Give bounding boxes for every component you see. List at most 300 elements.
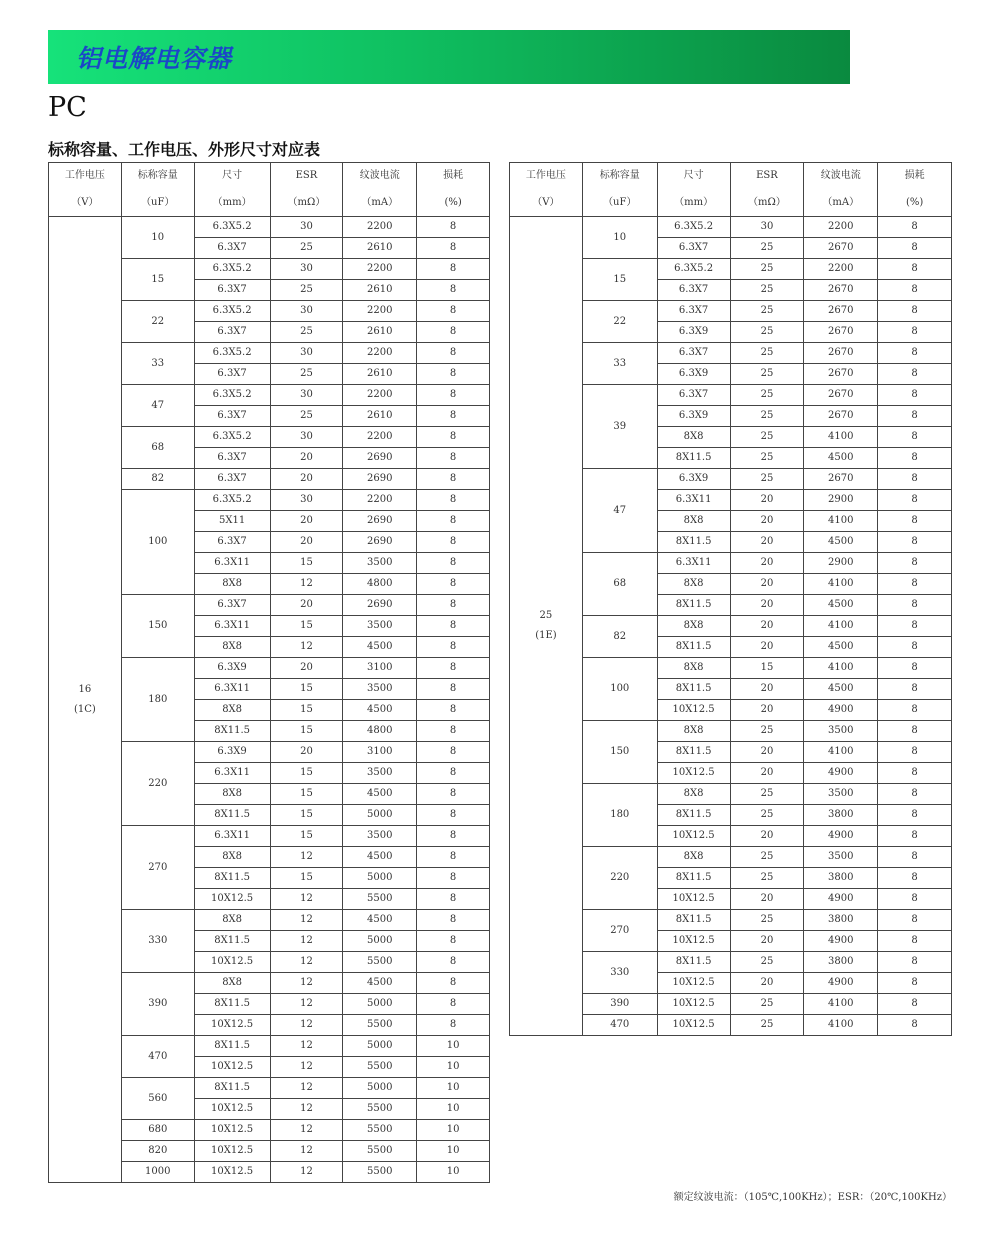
loss-cell: 8: [878, 259, 952, 280]
esr-cell: 15: [270, 805, 343, 826]
size-cell: 6.3X5.2: [194, 259, 270, 280]
size-cell: 6.3X7: [194, 532, 270, 553]
loss-cell: 8: [878, 616, 952, 637]
capacitance-cell: 560: [121, 1078, 194, 1120]
header-capacitance: 标称容量: [121, 163, 194, 190]
esr-cell: 25: [730, 238, 804, 259]
esr-cell: 12: [270, 889, 343, 910]
ripple-current-cell: 5500: [343, 1120, 417, 1141]
esr-cell: 20: [730, 574, 804, 595]
esr-cell: 12: [270, 574, 343, 595]
esr-cell: 20: [730, 931, 804, 952]
ripple-current-cell: 5500: [343, 1099, 417, 1120]
size-cell: 10X12.5: [657, 1015, 730, 1036]
loss-cell: 8: [878, 1015, 952, 1036]
loss-cell: 8: [878, 448, 952, 469]
loss-cell: 8: [878, 427, 952, 448]
header-row: [510, 190, 952, 217]
loss-cell: 8: [878, 490, 952, 511]
loss-cell: 8: [417, 238, 490, 259]
ripple-current-cell: 4500: [804, 448, 878, 469]
size-cell: 6.3X7: [194, 364, 270, 385]
ripple-current-cell: 3800: [804, 805, 878, 826]
loss-cell: 8: [417, 1015, 490, 1036]
ripple-current-cell: 4500: [343, 847, 417, 868]
esr-cell: 25: [730, 469, 804, 490]
ripple-current-cell: 2900: [804, 553, 878, 574]
size-cell: 6.3X9: [657, 322, 730, 343]
esr-cell: 25: [270, 406, 343, 427]
ripple-current-cell: 2200: [804, 217, 878, 238]
header-size: 尺寸: [194, 163, 270, 190]
size-cell: 5X11: [194, 511, 270, 532]
header-row: [510, 163, 952, 190]
esr-cell: 15: [270, 616, 343, 637]
esr-cell: 20: [730, 889, 804, 910]
loss-cell: 8: [417, 889, 490, 910]
loss-cell: 8: [417, 217, 490, 238]
esr-cell: 20: [730, 742, 804, 763]
loss-cell: 8: [417, 364, 490, 385]
esr-cell: 25: [270, 364, 343, 385]
esr-cell: 20: [730, 973, 804, 994]
esr-cell: 12: [270, 1162, 343, 1183]
ripple-current-cell: 4100: [804, 616, 878, 637]
loss-cell: 8: [878, 679, 952, 700]
size-cell: 8X8: [657, 427, 730, 448]
loss-cell: 8: [417, 280, 490, 301]
ripple-current-cell: 2670: [804, 322, 878, 343]
size-cell: 8X11.5: [194, 868, 270, 889]
esr-cell: 25: [270, 280, 343, 301]
esr-cell: 15: [270, 721, 343, 742]
loss-cell: 10: [417, 1120, 490, 1141]
size-cell: 10X12.5: [194, 889, 270, 910]
capacitance-cell: 470: [582, 1015, 657, 1036]
esr-cell: 20: [270, 658, 343, 679]
loss-cell: 8: [417, 826, 490, 847]
esr-cell: 20: [730, 595, 804, 616]
size-cell: 8X11.5: [657, 532, 730, 553]
size-cell: 8X11.5: [657, 868, 730, 889]
esr-cell: 30: [270, 217, 343, 238]
size-cell: 10X12.5: [194, 1099, 270, 1120]
capacitance-cell: 470: [121, 1036, 194, 1078]
ripple-current-cell: 3100: [343, 742, 417, 763]
ripple-current-cell: 3500: [804, 847, 878, 868]
ripple-current-cell: 2670: [804, 301, 878, 322]
size-cell: 10X12.5: [657, 931, 730, 952]
size-cell: 6.3X5.2: [194, 301, 270, 322]
header-esr-unit: （mΩ）: [270, 190, 343, 217]
size-cell: 8X11.5: [194, 1078, 270, 1099]
ripple-current-cell: 5000: [343, 931, 417, 952]
loss-cell: 8: [878, 469, 952, 490]
esr-cell: 25: [730, 364, 804, 385]
loss-cell: 8: [878, 217, 952, 238]
loss-cell: 8: [878, 595, 952, 616]
loss-cell: 8: [878, 238, 952, 259]
esr-cell: 20: [730, 553, 804, 574]
size-cell: 10X12.5: [194, 1057, 270, 1078]
capacitance-cell: 270: [121, 826, 194, 910]
ripple-current-cell: 5500: [343, 952, 417, 973]
esr-cell: 20: [270, 742, 343, 763]
size-cell: 8X8: [194, 910, 270, 931]
esr-cell: 15: [270, 763, 343, 784]
size-cell: 6.3X9: [657, 364, 730, 385]
loss-cell: 8: [417, 784, 490, 805]
voltage-label: 25: [539, 610, 553, 621]
loss-cell: 8: [417, 616, 490, 637]
loss-cell: 8: [878, 280, 952, 301]
ripple-current-cell: 2690: [343, 469, 417, 490]
ripple-current-cell: 2690: [343, 448, 417, 469]
capacitance-cell: 22: [121, 301, 194, 343]
size-cell: 8X8: [194, 574, 270, 595]
loss-cell: 8: [878, 889, 952, 910]
esr-cell: 30: [270, 427, 343, 448]
esr-cell: 25: [730, 259, 804, 280]
size-cell: 8X11.5: [194, 805, 270, 826]
capacitance-cell: 33: [121, 343, 194, 385]
capacitance-cell: 1000: [121, 1162, 194, 1183]
esr-cell: 20: [270, 595, 343, 616]
loss-cell: 8: [417, 427, 490, 448]
loss-cell: 8: [878, 574, 952, 595]
ripple-current-cell: 3800: [804, 910, 878, 931]
size-cell: 6.3X11: [194, 553, 270, 574]
ripple-current-cell: 4500: [804, 637, 878, 658]
loss-cell: 8: [878, 784, 952, 805]
voltage-label: (1E): [535, 630, 557, 641]
capacitance-cell: 150: [121, 595, 194, 658]
esr-cell: 25: [730, 427, 804, 448]
size-cell: 10X12.5: [657, 826, 730, 847]
esr-cell: 25: [730, 1015, 804, 1036]
esr-cell: 20: [730, 679, 804, 700]
esr-cell: 12: [270, 1015, 343, 1036]
capacitance-cell: 33: [582, 343, 657, 385]
esr-cell: 15: [270, 700, 343, 721]
ripple-current-cell: 5000: [343, 868, 417, 889]
ripple-current-cell: 3500: [804, 784, 878, 805]
header-banner: [48, 30, 850, 84]
loss-cell: 8: [417, 910, 490, 931]
size-cell: 6.3X5.2: [657, 259, 730, 280]
loss-cell: 8: [878, 973, 952, 994]
capacitance-cell: 47: [121, 385, 194, 427]
loss-cell: 8: [417, 847, 490, 868]
ripple-current-cell: 4100: [804, 1015, 878, 1036]
esr-cell: 15: [270, 553, 343, 574]
esr-cell: 20: [730, 490, 804, 511]
size-cell: 10X12.5: [194, 1120, 270, 1141]
header-voltage-unit: （V）: [49, 190, 122, 217]
esr-cell: 12: [270, 1120, 343, 1141]
size-cell: 8X11.5: [657, 742, 730, 763]
capacitance-cell: 820: [121, 1141, 194, 1162]
ripple-current-cell: 5000: [343, 1078, 417, 1099]
ripple-current-cell: 2610: [343, 322, 417, 343]
header-ripple-current-unit: （mA）: [343, 190, 417, 217]
esr-cell: 25: [730, 868, 804, 889]
ripple-current-cell: 5000: [343, 994, 417, 1015]
ripple-current-cell: 3100: [343, 658, 417, 679]
size-cell: 10X12.5: [194, 1162, 270, 1183]
loss-cell: 8: [417, 868, 490, 889]
size-cell: 8X8: [657, 847, 730, 868]
size-cell: 6.3X5.2: [194, 217, 270, 238]
size-cell: 6.3X7: [657, 343, 730, 364]
ripple-current-cell: 4500: [343, 784, 417, 805]
loss-cell: 10: [417, 1162, 490, 1183]
capacitance-cell: 220: [582, 847, 657, 910]
capacitance-cell: 680: [121, 1120, 194, 1141]
esr-cell: 25: [270, 322, 343, 343]
capacitance-cell: 68: [582, 553, 657, 616]
loss-cell: 8: [417, 658, 490, 679]
loss-cell: 8: [878, 868, 952, 889]
esr-cell: 12: [270, 1078, 343, 1099]
loss-cell: 8: [878, 385, 952, 406]
ripple-current-cell: 2200: [804, 259, 878, 280]
esr-cell: 12: [270, 637, 343, 658]
ripple-current-cell: 2670: [804, 238, 878, 259]
size-cell: 8X8: [194, 973, 270, 994]
capacitance-cell: 15: [582, 259, 657, 301]
loss-cell: 8: [878, 910, 952, 931]
loss-cell: 8: [417, 742, 490, 763]
series-name: PC: [48, 92, 87, 123]
loss-cell: 8: [417, 343, 490, 364]
ripple-current-cell: 3800: [804, 868, 878, 889]
capacitance-cell: 15: [121, 259, 194, 301]
loss-cell: 8: [878, 805, 952, 826]
header-loss: 损耗: [878, 163, 952, 190]
esr-cell: 25: [730, 385, 804, 406]
esr-cell: 30: [270, 343, 343, 364]
ripple-current-cell: 4100: [804, 427, 878, 448]
size-cell: 8X11.5: [657, 910, 730, 931]
size-cell: 6.3X5.2: [194, 490, 270, 511]
header-size: 尺寸: [657, 163, 730, 190]
ripple-current-cell: 4900: [804, 973, 878, 994]
size-cell: 6.3X7: [194, 238, 270, 259]
esr-cell: 20: [270, 511, 343, 532]
loss-cell: 8: [878, 637, 952, 658]
esr-cell: 25: [730, 448, 804, 469]
size-cell: 8X11.5: [194, 931, 270, 952]
size-cell: 6.3X11: [657, 490, 730, 511]
size-cell: 6.3X7: [657, 280, 730, 301]
ripple-current-cell: 2670: [804, 406, 878, 427]
capacitance-cell: 180: [582, 784, 657, 847]
esr-cell: 30: [270, 301, 343, 322]
esr-cell: 25: [730, 994, 804, 1015]
esr-cell: 25: [270, 238, 343, 259]
loss-cell: 8: [417, 700, 490, 721]
size-cell: 8X8: [657, 574, 730, 595]
capacitance-cell: 330: [121, 910, 194, 973]
ripple-current-cell: 2670: [804, 343, 878, 364]
size-cell: 8X11.5: [657, 595, 730, 616]
header-loss-unit: (%): [417, 190, 490, 217]
loss-cell: 8: [417, 952, 490, 973]
voltage-cell: [510, 217, 583, 1036]
size-cell: 8X11.5: [194, 721, 270, 742]
size-cell: 8X8: [657, 721, 730, 742]
header-voltage: 工作电压: [510, 163, 583, 190]
loss-cell: 8: [417, 259, 490, 280]
size-cell: 6.3X11: [194, 826, 270, 847]
size-cell: 8X8: [194, 637, 270, 658]
size-cell: 10X12.5: [657, 700, 730, 721]
loss-cell: 8: [417, 469, 490, 490]
esr-cell: 25: [730, 301, 804, 322]
capacitance-cell: 180: [121, 658, 194, 742]
size-cell: 6.3X7: [194, 595, 270, 616]
ripple-current-cell: 5500: [343, 889, 417, 910]
size-cell: 10X12.5: [194, 1015, 270, 1036]
loss-cell: 8: [878, 700, 952, 721]
ripple-current-cell: 5500: [343, 1057, 417, 1078]
loss-cell: 10: [417, 1141, 490, 1162]
capacitance-cell: 10: [582, 217, 657, 259]
loss-cell: 8: [878, 301, 952, 322]
loss-cell: 8: [878, 532, 952, 553]
footnote: 额定纹波电流：（105℃,100KHz）；ESR：（20℃,100KHz）: [673, 1192, 952, 1203]
ripple-current-cell: 2670: [804, 385, 878, 406]
header-esr: ESR: [730, 163, 804, 190]
size-cell: 6.3X7: [194, 448, 270, 469]
loss-cell: 8: [878, 847, 952, 868]
ripple-current-cell: 4900: [804, 889, 878, 910]
header-esr: ESR: [270, 163, 343, 190]
size-cell: 10X12.5: [657, 763, 730, 784]
loss-cell: 8: [417, 721, 490, 742]
header-row: [49, 163, 490, 190]
ripple-current-cell: 5500: [343, 1015, 417, 1036]
esr-cell: 25: [730, 910, 804, 931]
loss-cell: 8: [878, 763, 952, 784]
size-cell: 8X8: [194, 784, 270, 805]
header-size-unit: （mm）: [194, 190, 270, 217]
loss-cell: 8: [878, 511, 952, 532]
size-cell: 10X12.5: [657, 973, 730, 994]
header-esr-unit: （mΩ）: [730, 190, 804, 217]
esr-cell: 30: [270, 385, 343, 406]
capacitance-cell: 270: [582, 910, 657, 952]
loss-cell: 8: [417, 994, 490, 1015]
capacitance-cell: 100: [582, 658, 657, 721]
capacitance-cell: 390: [121, 973, 194, 1036]
loss-cell: 8: [878, 406, 952, 427]
table-title: 标称容量、工作电压、外形尺寸对应表: [48, 140, 321, 159]
header-capacitance-unit: （uF）: [582, 190, 657, 217]
size-cell: 8X8: [194, 700, 270, 721]
ripple-current-cell: 4500: [804, 595, 878, 616]
loss-cell: 8: [878, 931, 952, 952]
loss-cell: 8: [417, 805, 490, 826]
ripple-current-cell: 4500: [343, 637, 417, 658]
voltage-label: 16: [78, 683, 92, 695]
ripple-current-cell: 2610: [343, 364, 417, 385]
esr-cell: 20: [730, 826, 804, 847]
size-cell: 8X11.5: [657, 952, 730, 973]
ripple-current-cell: 2200: [343, 490, 417, 511]
loss-cell: 8: [878, 952, 952, 973]
loss-cell: 8: [417, 301, 490, 322]
ripple-current-cell: 2690: [343, 532, 417, 553]
capacitance-cell: 82: [121, 469, 194, 490]
ripple-current-cell: 4900: [804, 700, 878, 721]
table-row: [510, 217, 952, 238]
ripple-current-cell: 4500: [804, 532, 878, 553]
header-voltage-unit: （V）: [510, 190, 583, 217]
loss-cell: 8: [878, 742, 952, 763]
ripple-current-cell: 4100: [804, 574, 878, 595]
esr-cell: 25: [730, 784, 804, 805]
size-cell: 8X8: [657, 616, 730, 637]
ripple-current-cell: 2610: [343, 406, 417, 427]
loss-cell: 8: [417, 763, 490, 784]
ripple-current-cell: 5000: [343, 805, 417, 826]
loss-cell: 8: [417, 553, 490, 574]
capacitance-cell: 150: [582, 721, 657, 784]
esr-cell: 12: [270, 847, 343, 868]
esr-cell: 20: [730, 616, 804, 637]
spec-table-25v: [509, 162, 952, 1036]
size-cell: 10X12.5: [194, 952, 270, 973]
loss-cell: 8: [417, 532, 490, 553]
loss-cell: 10: [417, 1099, 490, 1120]
header-capacitance-unit: （uF）: [121, 190, 194, 217]
loss-cell: 8: [878, 553, 952, 574]
ripple-current-cell: 4800: [343, 574, 417, 595]
esr-cell: 30: [270, 259, 343, 280]
capacitance-cell: 220: [121, 742, 194, 826]
loss-cell: 8: [417, 511, 490, 532]
size-cell: 8X11.5: [194, 994, 270, 1015]
esr-cell: 25: [730, 343, 804, 364]
loss-cell: 8: [417, 448, 490, 469]
capacitance-cell: 100: [121, 490, 194, 595]
ripple-current-cell: 5500: [343, 1141, 417, 1162]
loss-cell: 8: [417, 490, 490, 511]
loss-cell: 8: [417, 322, 490, 343]
header-ripple-current: 纹波电流: [804, 163, 878, 190]
ripple-current-cell: 4100: [804, 994, 878, 1015]
size-cell: 6.3X5.2: [194, 385, 270, 406]
size-cell: 10X12.5: [657, 994, 730, 1015]
size-cell: 6.3X11: [194, 616, 270, 637]
capacitance-cell: 82: [582, 616, 657, 658]
ripple-current-cell: 2200: [343, 217, 417, 238]
size-cell: 8X8: [657, 511, 730, 532]
loss-cell: 8: [417, 406, 490, 427]
ripple-current-cell: 4100: [804, 511, 878, 532]
ripple-current-cell: 4500: [343, 973, 417, 994]
ripple-current-cell: 2690: [343, 595, 417, 616]
ripple-current-cell: 5000: [343, 1036, 417, 1057]
ripple-current-cell: 2670: [804, 469, 878, 490]
esr-cell: 25: [730, 721, 804, 742]
voltage-label: (1C): [74, 703, 96, 715]
capacitance-cell: 330: [582, 952, 657, 994]
size-cell: 6.3X7: [657, 301, 730, 322]
loss-cell: 10: [417, 1078, 490, 1099]
